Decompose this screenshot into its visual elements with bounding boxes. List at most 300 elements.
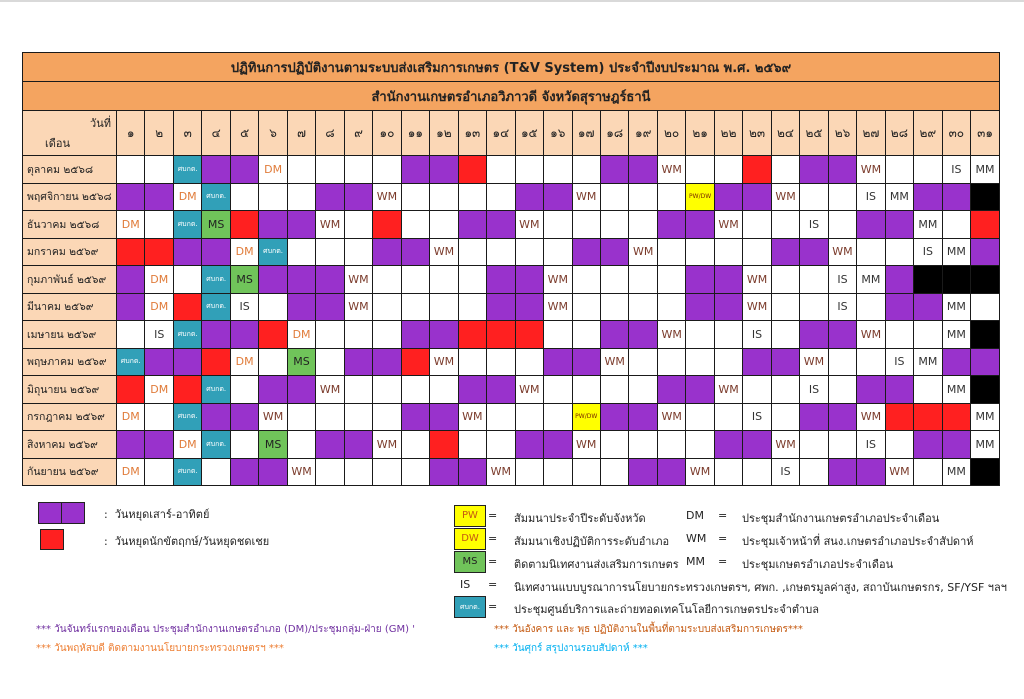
day-cell [828, 348, 856, 376]
day-cell [572, 458, 600, 486]
note-tue-wed: *** วันอังคาร และ พุธ ปฏิบัติงานในพื้นที่ตามระบบส่งเสริมการเกษตร*** [494, 624, 803, 635]
day-header-cell: ๙ [344, 111, 372, 156]
holiday-cell [458, 156, 486, 184]
day-cell [344, 458, 372, 486]
wm-cell: WM [572, 183, 600, 211]
day-cell [885, 238, 913, 266]
weekend-cell [515, 183, 543, 211]
day-cell [344, 211, 372, 239]
weekend-cell [800, 238, 828, 266]
day-cell [515, 156, 543, 184]
day-cell [800, 266, 828, 294]
month-label: มกราคม ๒๕๖๙ [23, 238, 117, 266]
wm-cell: WM [714, 376, 742, 404]
month-label: มีนาคม ๒๕๖๙ [23, 293, 117, 321]
pw-dw-cell: PW/DW [686, 183, 714, 211]
is-cell: IS [230, 293, 258, 321]
wm-cell: WM [657, 156, 685, 184]
day-cell [544, 156, 572, 184]
sbkt-cell: ศบกต. [173, 211, 201, 239]
wm-cell: WM [487, 458, 515, 486]
day-header-cell: ๘ [316, 111, 344, 156]
month-header-label: เดือน [45, 137, 71, 150]
weekend-cell [686, 293, 714, 321]
day-header-cell: ๒๐ [657, 111, 685, 156]
day-cell [287, 183, 315, 211]
day-cell [316, 238, 344, 266]
weekend-cell [117, 183, 145, 211]
weekend-cell [202, 238, 230, 266]
day-cell [600, 266, 628, 294]
weekend-legend-label: : วันหยุดเสาร์-อาทิตย์ [104, 508, 210, 521]
ms-cell: MS [202, 211, 230, 239]
day-cell [344, 156, 372, 184]
day-cell [600, 211, 628, 239]
day-cell [629, 211, 657, 239]
day-cell [373, 293, 401, 321]
day-cell [259, 183, 287, 211]
weekend-cell [117, 266, 145, 294]
dm-cell: DM [117, 403, 145, 431]
wm-cell: WM [600, 348, 628, 376]
weekend-cell [714, 431, 742, 459]
day-cell [942, 211, 970, 239]
day-cell [629, 348, 657, 376]
wm-cell: WM [344, 266, 372, 294]
is-cell: IS [857, 183, 885, 211]
pw-equals: = [488, 509, 498, 522]
wm-cell: WM [515, 376, 543, 404]
wm-cell: WM [544, 293, 572, 321]
holiday-cell [487, 321, 515, 349]
day-header-cell: ๒๑ [686, 111, 714, 156]
day-cell [458, 266, 486, 294]
weekend-cell [287, 211, 315, 239]
weekend-cell [686, 266, 714, 294]
weekend-cell [430, 321, 458, 349]
month-label: กุมภาพันธ์ ๒๕๖๙ [23, 266, 117, 294]
mm-cell: MM [885, 183, 913, 211]
day-cell [771, 211, 799, 239]
day-cell [714, 458, 742, 486]
day-cell [629, 266, 657, 294]
dm-abbr: DM [686, 509, 704, 522]
day-cell [487, 403, 515, 431]
day-cell [686, 431, 714, 459]
weekend-cell [145, 183, 173, 211]
weekend-cell [544, 183, 572, 211]
day-cell [914, 458, 942, 486]
holiday-cell [173, 293, 201, 321]
day-cell [771, 156, 799, 184]
day-header-cell: ๑ [117, 111, 145, 156]
day-cell [914, 321, 942, 349]
day-header-cell: ๑๙ [629, 111, 657, 156]
day-cell [401, 266, 429, 294]
day-cell [316, 321, 344, 349]
day-cell [202, 458, 230, 486]
day-cell [430, 266, 458, 294]
holiday-cell [743, 156, 771, 184]
dm-cell: DM [145, 293, 173, 321]
weekend-cell [828, 156, 856, 184]
day-header-cell: ๑๑ [401, 111, 429, 156]
day-cell [572, 266, 600, 294]
day-cell [544, 238, 572, 266]
day-header-cell: ๑๓ [458, 111, 486, 156]
holiday-cell [515, 321, 543, 349]
weekend-cell [800, 403, 828, 431]
day-cell [401, 211, 429, 239]
day-header-cell: ๓ [173, 111, 201, 156]
day-cell [800, 458, 828, 486]
mm-equals: = [718, 555, 728, 568]
day-cell [230, 183, 258, 211]
is-cell: IS [828, 266, 856, 294]
weekend-cell [344, 431, 372, 459]
day-cell [857, 293, 885, 321]
is-equals: = [488, 578, 498, 591]
pw-dw-cell: PW/DW [572, 403, 600, 431]
wm-cell: WM [316, 376, 344, 404]
ms-equals: = [488, 555, 498, 568]
weekend-cell [259, 458, 287, 486]
weekend-cell [259, 376, 287, 404]
weekend-cell [173, 238, 201, 266]
day-cell [515, 403, 543, 431]
day-cell [743, 458, 771, 486]
is-cell: IS [800, 211, 828, 239]
day-cell [885, 321, 913, 349]
day-cell [828, 183, 856, 211]
day-header-cell: ๑๔ [487, 111, 515, 156]
weekend-cell [914, 293, 942, 321]
day-cell [657, 183, 685, 211]
day-cell [145, 458, 173, 486]
day-cell [401, 293, 429, 321]
sbkt-cell: ศบกต. [202, 376, 230, 404]
month-row [23, 293, 1000, 321]
wm-cell: WM [259, 403, 287, 431]
weekend-cell [487, 211, 515, 239]
wm-cell: WM [743, 293, 771, 321]
weekend-cell [230, 321, 258, 349]
day-cell [828, 211, 856, 239]
month-row [23, 431, 1000, 459]
month-label: ธันวาคม ๒๕๖๘ [23, 211, 117, 239]
weekend-cell [373, 238, 401, 266]
day-cell [857, 238, 885, 266]
day-cell [771, 403, 799, 431]
wm-cell: WM [857, 156, 885, 184]
day-header-cell: ๗ [287, 111, 315, 156]
weekend-cell [458, 376, 486, 404]
wm-cell: WM [373, 183, 401, 211]
dm-cell: DM [173, 431, 201, 459]
is-cell: IS [885, 348, 913, 376]
day-cell [657, 293, 685, 321]
weekend-cell [401, 156, 429, 184]
weekend-cell [743, 348, 771, 376]
day-cell [657, 348, 685, 376]
day-cell [458, 238, 486, 266]
wm-cell: WM [373, 431, 401, 459]
day-cell [657, 431, 685, 459]
weekend-cell [487, 293, 515, 321]
sbkt-cell: ศบกต. [173, 458, 201, 486]
day-header-cell: ๖ [259, 111, 287, 156]
mm-cell: MM [942, 458, 970, 486]
weekend-cell [714, 266, 742, 294]
weekend-cell [287, 376, 315, 404]
is-cell: IS [942, 156, 970, 184]
nonexistent-day-cell [942, 266, 970, 294]
day-cell [430, 183, 458, 211]
day-cell [344, 376, 372, 404]
day-cell [117, 156, 145, 184]
day-cell [515, 458, 543, 486]
month-label: เมษายน ๒๕๖๙ [23, 321, 117, 349]
day-header-cell: ๑๕ [515, 111, 543, 156]
day-header-cell: ๑๘ [600, 111, 628, 156]
weekend-cell [316, 431, 344, 459]
weekend-cell [771, 348, 799, 376]
day-cell [458, 431, 486, 459]
day-header-label: วันที่ [90, 117, 111, 130]
weekend-cell [316, 293, 344, 321]
day-header-cell: ๓๑ [971, 111, 1000, 156]
day-cell [714, 156, 742, 184]
day-header-cell: ๒๓ [743, 111, 771, 156]
month-row [23, 183, 1000, 211]
weekend-cell [430, 403, 458, 431]
weekend-cell [885, 211, 913, 239]
weekend-cell [515, 431, 543, 459]
sbkt-cell: ศบกต. [173, 321, 201, 349]
month-row [23, 348, 1000, 376]
is-cell: IS [743, 321, 771, 349]
weekend-cell [202, 321, 230, 349]
weekend-cell [942, 348, 970, 376]
holiday-cell [117, 238, 145, 266]
nonexistent-day-cell [914, 266, 942, 294]
day-cell [828, 431, 856, 459]
weekend-cell [515, 266, 543, 294]
weekend-cell [629, 321, 657, 349]
weekend-cell [629, 458, 657, 486]
header-corner-cell [23, 111, 117, 156]
day-header-cell: ๑๒ [430, 111, 458, 156]
day-cell [458, 183, 486, 211]
dm-cell: DM [230, 238, 258, 266]
day-cell [373, 321, 401, 349]
holiday-cell [173, 376, 201, 404]
dw-swatch: DW [454, 528, 486, 550]
holiday-swatch [40, 529, 64, 550]
day-cell [572, 376, 600, 404]
is-cell: IS [743, 403, 771, 431]
weekend-cell [287, 266, 315, 294]
day-cell [629, 293, 657, 321]
is-cell: IS [771, 458, 799, 486]
wm-cell: WM [800, 348, 828, 376]
day-cell [743, 238, 771, 266]
weekend-cell [657, 458, 685, 486]
holiday-cell [885, 403, 913, 431]
weekend-cell [202, 156, 230, 184]
day-cell [373, 266, 401, 294]
mm-legend-text: ประชุมเกษตรอำเภอประจำเดือน [742, 558, 894, 571]
holiday-cell [430, 431, 458, 459]
day-cell [287, 431, 315, 459]
day-cell [771, 293, 799, 321]
weekend-cell [857, 376, 885, 404]
weekend-cell [515, 293, 543, 321]
wm-cell: WM [344, 293, 372, 321]
weekend-cell [828, 458, 856, 486]
is-legend-text: นิเทศงานแบบบูรณาการนโยบายกระทรวงเกษตรฯ, ศพก. ,เกษตรมูลค่าสูง, สถาบันเกษตรกร, SF/YSF ฯลฯ [514, 581, 1007, 594]
wm-cell: WM [657, 403, 685, 431]
weekend-cell [857, 458, 885, 486]
day-cell [344, 403, 372, 431]
day-cell [572, 211, 600, 239]
month-label: สิงหาคม ๒๕๖๙ [23, 431, 117, 459]
day-header-cell: ๒๔ [771, 111, 799, 156]
day-header-cell: ๑๗ [572, 111, 600, 156]
month-row [23, 238, 1000, 266]
day-header-cell: ๒ [145, 111, 173, 156]
weekend-cell [629, 403, 657, 431]
holiday-cell [401, 348, 429, 376]
day-cell [259, 348, 287, 376]
day-cell [971, 293, 1000, 321]
day-cell [657, 266, 685, 294]
day-cell [714, 348, 742, 376]
dm-cell: DM [287, 321, 315, 349]
weekend-cell [430, 156, 458, 184]
wm-cell: WM [515, 211, 543, 239]
day-cell [600, 431, 628, 459]
day-cell [544, 211, 572, 239]
day-cell [145, 156, 173, 184]
day-cell [629, 183, 657, 211]
dm-cell: DM [259, 156, 287, 184]
day-cell [487, 183, 515, 211]
weekend-cell [487, 376, 515, 404]
weekend-cell [145, 431, 173, 459]
day-cell [544, 321, 572, 349]
ms-cell: MS [287, 348, 315, 376]
is-cell: IS [857, 431, 885, 459]
weekend-cell [828, 403, 856, 431]
mm-cell: MM [971, 403, 1000, 431]
sbkt-cell: ศบกต. [202, 293, 230, 321]
mm-cell: MM [971, 431, 1000, 459]
note-friday: *** วันศุกร์ สรุปงานรอบสัปดาห์ *** [494, 643, 648, 654]
month-row [23, 376, 1000, 404]
mm-cell: MM [857, 266, 885, 294]
weekend-cell [487, 266, 515, 294]
is-cell: IS [800, 376, 828, 404]
weekend-cell [373, 348, 401, 376]
day-cell [173, 266, 201, 294]
weekend-swatch-1 [38, 502, 62, 524]
holiday-cell [914, 403, 942, 431]
day-cell [771, 266, 799, 294]
day-cell [657, 238, 685, 266]
month-label: พฤษภาคม ๒๕๖๙ [23, 348, 117, 376]
calendar-table [22, 52, 1000, 486]
month-label: กรกฎาคม ๒๕๖๙ [23, 403, 117, 431]
wm-cell: WM [629, 238, 657, 266]
weekend-cell [259, 266, 287, 294]
wm-cell: WM [657, 321, 685, 349]
day-cell [430, 293, 458, 321]
day-cell [743, 211, 771, 239]
day-cell [515, 238, 543, 266]
weekend-cell [316, 183, 344, 211]
sbkt-cell: ศบกต. [117, 348, 145, 376]
wm-cell: WM [885, 458, 913, 486]
day-header-cell: ๕ [230, 111, 258, 156]
day-cell [686, 321, 714, 349]
ms-legend-text: ติดตามนิเทศงานส่งเสริมการเกษตร [514, 558, 679, 571]
weekend-cell [202, 403, 230, 431]
sbkt-legend-text: ประชุมศูนย์บริการและถ่ายทอดเทคโนโลยีการเกษตรประจำตำบล [514, 603, 819, 616]
title-line-2: สำนักงานเกษตรอำเภอวิภาวดี จังหวัดสุราษฎร์ธานี [23, 82, 1000, 111]
month-label: พฤศจิกายน ๒๕๖๘ [23, 183, 117, 211]
day-cell [544, 458, 572, 486]
wm-cell: WM [857, 403, 885, 431]
sbkt-cell: ศบกต. [259, 238, 287, 266]
dm-cell: DM [117, 458, 145, 486]
day-cell [373, 376, 401, 404]
day-cell [828, 376, 856, 404]
day-cell [600, 293, 628, 321]
wm-cell: WM [743, 266, 771, 294]
dm-cell: DM [230, 348, 258, 376]
month-row [23, 156, 1000, 184]
day-cell [914, 156, 942, 184]
dw-equals: = [488, 532, 498, 545]
dm-equals: = [718, 509, 728, 522]
day-cell [316, 403, 344, 431]
holiday-cell [971, 211, 1000, 239]
day-cell [117, 321, 145, 349]
weekend-cell [401, 403, 429, 431]
day-cell [487, 431, 515, 459]
holiday-cell [145, 238, 173, 266]
day-header-cell: ๔ [202, 111, 230, 156]
wm-cell: WM [686, 458, 714, 486]
weekend-cell [885, 376, 913, 404]
note-monday: *** วันจันทร์แรกของเดือน ประชุมสำนักงานเกษตรอำเภอ (DM)/ประชุมกลุ่ม-ฝ่าย (GM) ' [36, 624, 415, 635]
sbkt-cell: ศบกต. [202, 183, 230, 211]
weekend-cell [629, 156, 657, 184]
wm-cell: WM [287, 458, 315, 486]
weekend-cell [800, 156, 828, 184]
weekend-cell [230, 403, 258, 431]
day-cell [572, 293, 600, 321]
day-cell [316, 458, 344, 486]
sbkt-swatch: ศบกต. [454, 596, 486, 618]
weekend-cell [971, 348, 1000, 376]
day-header-cell: ๑๖ [544, 111, 572, 156]
wm-cell: WM [316, 211, 344, 239]
sbkt-cell: ศบกต. [202, 431, 230, 459]
nonexistent-day-cell [971, 458, 1000, 486]
wm-cell: WM [572, 431, 600, 459]
